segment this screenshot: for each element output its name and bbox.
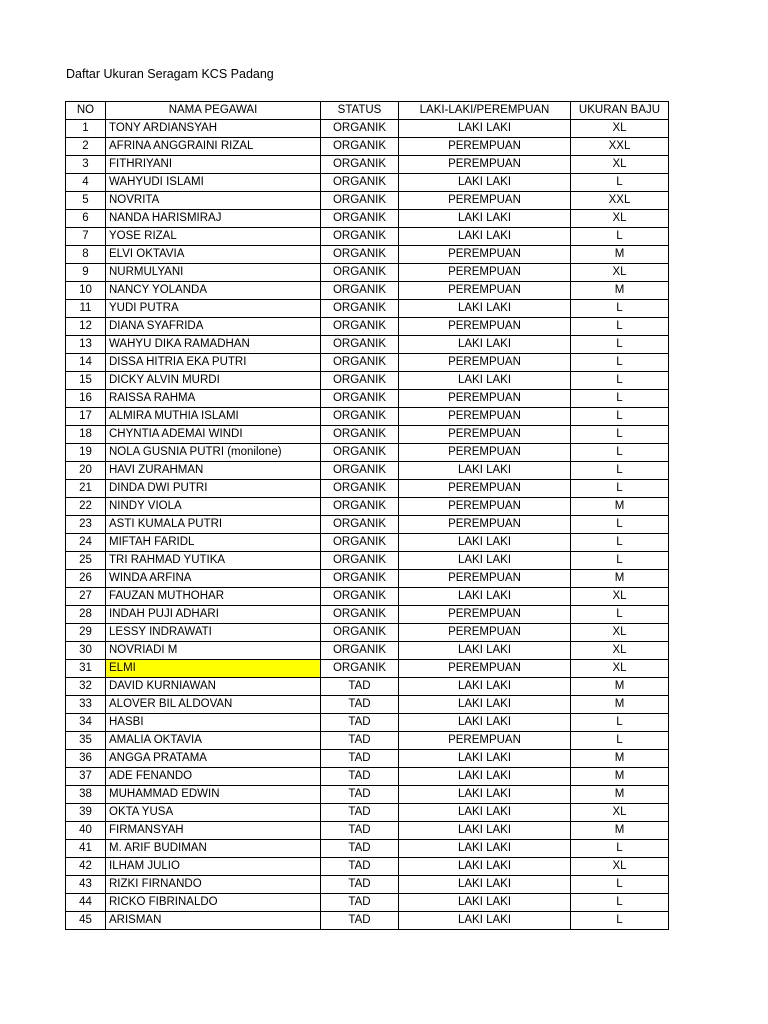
cell-gender: LAKI LAKI [399, 894, 571, 912]
cell-no: 32 [66, 678, 106, 696]
cell-status: ORGANIK [321, 156, 399, 174]
table-row [66, 606, 669, 624]
cell-no: 1 [66, 120, 106, 138]
cell-gender: PEREMPUAN [399, 606, 571, 624]
cell-no: 26 [66, 570, 106, 588]
cell-name: INDAH PUJI ADHARI [106, 606, 321, 624]
cell-no: 7 [66, 228, 106, 246]
cell-status: ORGANIK [321, 318, 399, 336]
cell-size: L [571, 912, 669, 930]
cell-name: ILHAM JULIO [106, 858, 321, 876]
cell-status: ORGANIK [321, 624, 399, 642]
cell-status: TAD [321, 822, 399, 840]
cell-size: XL [571, 210, 669, 228]
cell-gender: LAKI LAKI [399, 552, 571, 570]
cell-size: XL [571, 156, 669, 174]
cell-gender: PEREMPUAN [399, 192, 571, 210]
cell-gender: LAKI LAKI [399, 588, 571, 606]
cell-status: ORGANIK [321, 372, 399, 390]
cell-status: ORGANIK [321, 264, 399, 282]
cell-name: ADE FENANDO [106, 768, 321, 786]
cell-name: M. ARIF BUDIMAN [106, 840, 321, 858]
cell-name: LESSY INDRAWATI [106, 624, 321, 642]
cell-no: 21 [66, 480, 106, 498]
header-row [66, 102, 669, 120]
cell-no: 34 [66, 714, 106, 732]
cell-name: ANGGA PRATAMA [106, 750, 321, 768]
cell-status: ORGANIK [321, 336, 399, 354]
cell-gender: LAKI LAKI [399, 228, 571, 246]
cell-no: 16 [66, 390, 106, 408]
cell-name: HASBI [106, 714, 321, 732]
cell-status: ORGANIK [321, 588, 399, 606]
cell-name: NANDA HARISMIRAJ [106, 210, 321, 228]
table-row [66, 462, 669, 480]
cell-name: ARISMAN [106, 912, 321, 930]
table-row [66, 822, 669, 840]
cell-no: 5 [66, 192, 106, 210]
cell-gender: PEREMPUAN [399, 282, 571, 300]
cell-gender: PEREMPUAN [399, 480, 571, 498]
cell-no: 39 [66, 804, 106, 822]
cell-status: TAD [321, 786, 399, 804]
cell-size: M [571, 696, 669, 714]
cell-status: TAD [321, 804, 399, 822]
cell-status: ORGANIK [321, 498, 399, 516]
cell-no: 30 [66, 642, 106, 660]
cell-gender: LAKI LAKI [399, 120, 571, 138]
table-row [66, 192, 669, 210]
cell-no: 3 [66, 156, 106, 174]
cell-no: 35 [66, 732, 106, 750]
cell-status: TAD [321, 750, 399, 768]
cell-gender: PEREMPUAN [399, 498, 571, 516]
cell-gender: PEREMPUAN [399, 732, 571, 750]
cell-status: ORGANIK [321, 660, 399, 678]
cell-size: XL [571, 264, 669, 282]
table-row [66, 624, 669, 642]
cell-no: 15 [66, 372, 106, 390]
cell-name: NOLA GUSNIA PUTRI (monilone) [106, 444, 321, 462]
cell-size: L [571, 408, 669, 426]
cell-no: 36 [66, 750, 106, 768]
cell-size: XL [571, 588, 669, 606]
cell-no: 18 [66, 426, 106, 444]
table-row [66, 876, 669, 894]
cell-size: L [571, 372, 669, 390]
cell-no: 17 [66, 408, 106, 426]
table-row [66, 732, 669, 750]
cell-name: FIRMANSYAH [106, 822, 321, 840]
cell-gender: LAKI LAKI [399, 912, 571, 930]
table-row [66, 498, 669, 516]
cell-no: 24 [66, 534, 106, 552]
table-row [66, 858, 669, 876]
cell-size: L [571, 714, 669, 732]
cell-gender: PEREMPUAN [399, 624, 571, 642]
cell-gender: PEREMPUAN [399, 426, 571, 444]
cell-gender: PEREMPUAN [399, 156, 571, 174]
table-row [66, 894, 669, 912]
cell-name: NURMULYANI [106, 264, 321, 282]
table-row [66, 768, 669, 786]
table-row [66, 408, 669, 426]
table-row [66, 120, 669, 138]
cell-name: MIFTAH FARIDL [106, 534, 321, 552]
cell-status: ORGANIK [321, 552, 399, 570]
cell-no: 40 [66, 822, 106, 840]
table-row [66, 372, 669, 390]
cell-status: ORGANIK [321, 354, 399, 372]
cell-status: ORGANIK [321, 228, 399, 246]
cell-size: L [571, 516, 669, 534]
cell-name: FITHRIYANI [106, 156, 321, 174]
cell-gender: PEREMPUAN [399, 570, 571, 588]
cell-gender: PEREMPUAN [399, 516, 571, 534]
cell-name: ALOVER BIL ALDOVAN [106, 696, 321, 714]
cell-name: DINDA DWI PUTRI [106, 480, 321, 498]
cell-no: 10 [66, 282, 106, 300]
cell-status: ORGANIK [321, 246, 399, 264]
cell-status: TAD [321, 912, 399, 930]
cell-status: ORGANIK [321, 138, 399, 156]
cell-name: TONY ARDIANSYAH [106, 120, 321, 138]
cell-no: 33 [66, 696, 106, 714]
cell-gender: PEREMPUAN [399, 318, 571, 336]
cell-status: ORGANIK [321, 120, 399, 138]
cell-gender: LAKI LAKI [399, 786, 571, 804]
cell-gender: LAKI LAKI [399, 372, 571, 390]
cell-no: 4 [66, 174, 106, 192]
cell-size: XL [571, 120, 669, 138]
cell-status: ORGANIK [321, 570, 399, 588]
cell-size: L [571, 354, 669, 372]
cell-no: 38 [66, 786, 106, 804]
cell-name: OKTA YUSA [106, 804, 321, 822]
cell-gender: PEREMPUAN [399, 138, 571, 156]
cell-name: DISSA HITRIA EKA PUTRI [106, 354, 321, 372]
cell-size: L [571, 174, 669, 192]
cell-no: 12 [66, 318, 106, 336]
cell-size: XXL [571, 192, 669, 210]
cell-gender: LAKI LAKI [399, 696, 571, 714]
cell-gender: LAKI LAKI [399, 642, 571, 660]
cell-status: TAD [321, 678, 399, 696]
cell-no: 37 [66, 768, 106, 786]
cell-status: TAD [321, 876, 399, 894]
cell-status: TAD [321, 768, 399, 786]
document-title: Daftar Ukuran Seragam KCS Padang [66, 67, 274, 81]
cell-name: WAHYU DIKA RAMADHAN [106, 336, 321, 354]
cell-size: L [571, 552, 669, 570]
cell-status: ORGANIK [321, 300, 399, 318]
cell-size: L [571, 732, 669, 750]
cell-size: XL [571, 660, 669, 678]
cell-no: 9 [66, 264, 106, 282]
cell-size: L [571, 876, 669, 894]
cell-size: XXL [571, 138, 669, 156]
uniform-size-table [65, 101, 669, 930]
header-name: NAMA PEGAWAI [106, 102, 321, 120]
table-row [66, 588, 669, 606]
cell-name: DIANA SYAFRIDA [106, 318, 321, 336]
cell-status: ORGANIK [321, 426, 399, 444]
cell-no: 14 [66, 354, 106, 372]
cell-status: ORGANIK [321, 480, 399, 498]
table-row [66, 840, 669, 858]
table-row [66, 138, 669, 156]
cell-status: TAD [321, 714, 399, 732]
cell-gender: LAKI LAKI [399, 858, 571, 876]
cell-status: ORGANIK [321, 282, 399, 300]
cell-name: MUHAMMAD EDWIN [106, 786, 321, 804]
cell-no: 27 [66, 588, 106, 606]
cell-size: XL [571, 624, 669, 642]
cell-status: ORGANIK [321, 516, 399, 534]
cell-gender: LAKI LAKI [399, 462, 571, 480]
cell-gender: LAKI LAKI [399, 210, 571, 228]
cell-status: TAD [321, 732, 399, 750]
table-row [66, 552, 669, 570]
cell-name: YUDI PUTRA [106, 300, 321, 318]
cell-no: 44 [66, 894, 106, 912]
table-row [66, 660, 669, 678]
cell-no: 25 [66, 552, 106, 570]
cell-no: 41 [66, 840, 106, 858]
cell-status: ORGANIK [321, 408, 399, 426]
cell-name: AMALIA OKTAVIA [106, 732, 321, 750]
table-row [66, 444, 669, 462]
cell-gender: LAKI LAKI [399, 336, 571, 354]
cell-no: 45 [66, 912, 106, 930]
cell-gender: PEREMPUAN [399, 354, 571, 372]
cell-gender: PEREMPUAN [399, 660, 571, 678]
table-row [66, 714, 669, 732]
cell-status: TAD [321, 840, 399, 858]
cell-name: ASTI KUMALA PUTRI [106, 516, 321, 534]
cell-size: XL [571, 804, 669, 822]
cell-no: 23 [66, 516, 106, 534]
cell-name: DICKY ALVIN MURDI [106, 372, 321, 390]
table-row [66, 786, 669, 804]
cell-name: RAISSA RAHMA [106, 390, 321, 408]
cell-no: 20 [66, 462, 106, 480]
cell-status: ORGANIK [321, 210, 399, 228]
table-row [66, 246, 669, 264]
cell-gender: PEREMPUAN [399, 264, 571, 282]
cell-name: ELVI OKTAVIA [106, 246, 321, 264]
cell-no: 19 [66, 444, 106, 462]
table-row [66, 336, 669, 354]
cell-size: L [571, 462, 669, 480]
cell-size: L [571, 228, 669, 246]
header-status: STATUS [321, 102, 399, 120]
cell-size: L [571, 426, 669, 444]
cell-size: M [571, 786, 669, 804]
cell-name: NANCY YOLANDA [106, 282, 321, 300]
cell-size: L [571, 318, 669, 336]
cell-gender: LAKI LAKI [399, 840, 571, 858]
table-row [66, 642, 669, 660]
cell-name: AFRINA ANGGRAINI RIZAL [106, 138, 321, 156]
cell-size: L [571, 390, 669, 408]
cell-name: HAVI ZURAHMAN [106, 462, 321, 480]
cell-gender: LAKI LAKI [399, 534, 571, 552]
table-row [66, 156, 669, 174]
table-row [66, 534, 669, 552]
table-row [66, 516, 669, 534]
cell-name: NOVRITA [106, 192, 321, 210]
cell-status: TAD [321, 696, 399, 714]
cell-status: ORGANIK [321, 462, 399, 480]
cell-gender: PEREMPUAN [399, 444, 571, 462]
cell-gender: LAKI LAKI [399, 678, 571, 696]
cell-gender: LAKI LAKI [399, 804, 571, 822]
cell-no: 42 [66, 858, 106, 876]
cell-name: ELMI [106, 660, 321, 678]
cell-size: M [571, 678, 669, 696]
cell-size: L [571, 444, 669, 462]
cell-status: ORGANIK [321, 444, 399, 462]
cell-no: 22 [66, 498, 106, 516]
cell-size: L [571, 606, 669, 624]
cell-size: M [571, 750, 669, 768]
cell-size: M [571, 768, 669, 786]
cell-no: 6 [66, 210, 106, 228]
table-body [66, 120, 669, 930]
cell-size: M [571, 570, 669, 588]
table-row [66, 282, 669, 300]
cell-no: 28 [66, 606, 106, 624]
table-row [66, 210, 669, 228]
cell-gender: PEREMPUAN [399, 246, 571, 264]
cell-size: L [571, 480, 669, 498]
cell-size: L [571, 840, 669, 858]
cell-size: XL [571, 858, 669, 876]
cell-no: 8 [66, 246, 106, 264]
header-size: UKURAN BAJU [571, 102, 669, 120]
cell-size: L [571, 300, 669, 318]
cell-gender: LAKI LAKI [399, 768, 571, 786]
cell-size: XL [571, 642, 669, 660]
header-gender: LAKI-LAKI/PEREMPUAN [399, 102, 571, 120]
cell-status: ORGANIK [321, 534, 399, 552]
cell-name: DAVID KURNIAWAN [106, 678, 321, 696]
cell-status: ORGANIK [321, 192, 399, 210]
cell-gender: LAKI LAKI [399, 822, 571, 840]
table-row [66, 300, 669, 318]
cell-status: ORGANIK [321, 642, 399, 660]
cell-size: M [571, 822, 669, 840]
cell-name: NINDY VIOLA [106, 498, 321, 516]
table-row [66, 480, 669, 498]
cell-name: FAUZAN MUTHOHAR [106, 588, 321, 606]
cell-no: 29 [66, 624, 106, 642]
cell-no: 43 [66, 876, 106, 894]
table-row [66, 426, 669, 444]
table-row [66, 804, 669, 822]
cell-size: M [571, 498, 669, 516]
table-row [66, 912, 669, 930]
table-row [66, 750, 669, 768]
cell-gender: LAKI LAKI [399, 714, 571, 732]
cell-name: NOVRIADI M [106, 642, 321, 660]
table-row [66, 678, 669, 696]
cell-status: TAD [321, 858, 399, 876]
cell-name: WINDA ARFINA [106, 570, 321, 588]
cell-status: ORGANIK [321, 390, 399, 408]
cell-no: 11 [66, 300, 106, 318]
cell-name: RIZKI FIRNANDO [106, 876, 321, 894]
cell-size: L [571, 894, 669, 912]
header-no: NO [66, 102, 106, 120]
cell-gender: LAKI LAKI [399, 300, 571, 318]
table-row [66, 696, 669, 714]
cell-gender: LAKI LAKI [399, 174, 571, 192]
cell-name: CHYNTIA ADEMAI WINDI [106, 426, 321, 444]
table-row [66, 228, 669, 246]
table-row [66, 318, 669, 336]
cell-size: L [571, 534, 669, 552]
cell-name: ALMIRA MUTHIA ISLAMI [106, 408, 321, 426]
cell-name: WAHYUDI ISLAMI [106, 174, 321, 192]
cell-size: L [571, 336, 669, 354]
cell-gender: LAKI LAKI [399, 750, 571, 768]
table-row [66, 264, 669, 282]
cell-gender: PEREMPUAN [399, 408, 571, 426]
cell-status: ORGANIK [321, 174, 399, 192]
cell-no: 2 [66, 138, 106, 156]
table-row [66, 174, 669, 192]
table-row [66, 354, 669, 372]
cell-size: M [571, 246, 669, 264]
cell-no: 31 [66, 660, 106, 678]
cell-no: 13 [66, 336, 106, 354]
cell-status: TAD [321, 894, 399, 912]
table-row [66, 570, 669, 588]
cell-name: RICKO FIBRINALDO [106, 894, 321, 912]
cell-size: M [571, 282, 669, 300]
cell-gender: LAKI LAKI [399, 876, 571, 894]
cell-name: YOSE RIZAL [106, 228, 321, 246]
cell-status: ORGANIK [321, 606, 399, 624]
cell-gender: PEREMPUAN [399, 390, 571, 408]
table-row [66, 390, 669, 408]
cell-name: TRI RAHMAD YUTIKA [106, 552, 321, 570]
